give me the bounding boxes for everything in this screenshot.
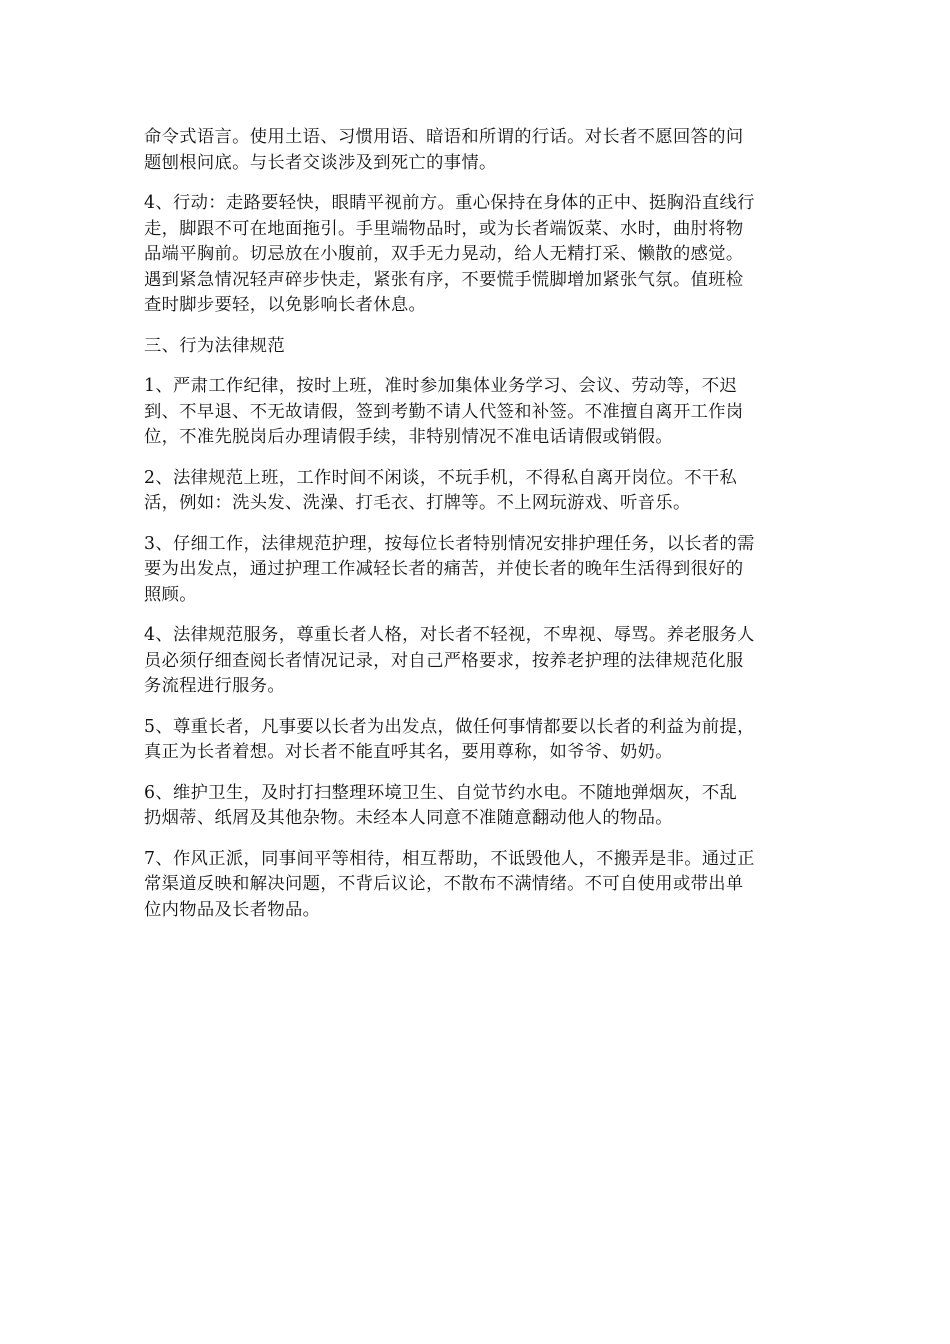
text-line: 位，不准先脱岗后办理请假手续，非特别情况不准电话请假或销假。 [144, 427, 673, 447]
text-line: 4、法律规范服务，尊重长者人格，对长者不轻视，不卑视、辱骂。养老服务人 [144, 625, 755, 645]
text-line: 常渠道反映和解决问题，不背后议论，不散布不满情绪。不可自使用或带出单 [144, 874, 744, 894]
text-line: 遇到紧急情况轻声碎步快走，紧张有序，不要慌手慌脚增加紧张气氛。值班检 [144, 269, 744, 290]
text-line: 扔烟蒂、纸屑及其他杂物。未经本人同意不准随意翻动他人的物品。 [144, 808, 673, 828]
text-line: 品端平胸前。切忌放在小腹前，双手无力晃动，给人无精打采、懒散的感觉。 [144, 244, 744, 264]
paragraph-item-5 [144, 715, 814, 766]
paragraph-item-action [144, 191, 814, 319]
paragraph-item-2 [144, 466, 814, 517]
text-line: 照顾。 [144, 584, 197, 605]
text-line: 查时脚步要轻，以免影响长者休息。 [144, 295, 427, 315]
text-line: 真正为长者着想。对长者不能直呼其名，要用尊称，如爷爷、奶奶。 [144, 742, 673, 762]
document-body [144, 125, 814, 938]
text-line: 务流程进行服务。 [144, 676, 286, 696]
heading-text: 三、行为法律规范 [144, 335, 286, 356]
paragraph-item-3 [144, 532, 814, 609]
text-line: 活，例如：洗头发、洗澡、打毛衣、打牌等。不上网玩游戏、听音乐。 [144, 493, 691, 513]
text-line: 6、维护卫生，及时打扫整理环境卫生、自觉节约水电。不随地弹烟灰，不乱 [144, 782, 738, 803]
paragraph-continuation [144, 125, 814, 176]
paragraph-item-7 [144, 847, 814, 924]
text-line: 要为出发点，通过护理工作减轻长者的痛苦，并使长者的晚年生活得到很好的 [144, 559, 744, 579]
text-line: 命令式语言。使用土语、习惯用语、暗语和所谓的行话。对长者不愿回答的问 [144, 127, 744, 147]
section-heading [144, 334, 814, 360]
paragraph-item-1 [144, 374, 814, 451]
paragraph-item-4 [144, 623, 814, 700]
text-line: 到、不早退、不无故请假，签到考勤不请人代签和补签。不准擅自离开工作岗 [144, 401, 744, 422]
text-line: 5、尊重长者，凡事要以长者为出发点，做任何事情都要以长者的利益为前提， [144, 716, 755, 737]
text-line: 7、作风正派，同事间平等相待，相互帮助，不诋毁他人，不搬弄是非。通过正 [144, 848, 755, 869]
text-line: 3、仔细工作，法律规范护理，按每位长者特别情况安排护理任务，以长者的需 [144, 533, 755, 554]
paragraph-item-6 [144, 781, 814, 832]
text-line: 位内物品及长者物品。 [144, 899, 321, 920]
text-line: 1、严肃工作纪律，按时上班，准时参加集体业务学习、会议、劳动等，不迟 [144, 376, 738, 396]
text-line: 题刨根问底。与长者交谈涉及到死亡的事情。 [144, 152, 497, 173]
text-line: 4、行动：走路要轻快，眼睛平视前方。重心保持在身体的正中、挺胸沿直线行 [144, 193, 755, 213]
text-line: 走，脚跟不可在地面拖引。手里端物品时，或为长者端饭菜、水时，曲肘将物 [144, 218, 744, 239]
text-line: 2、法律规范上班，工作时间不闲谈，不玩手机，不得私自离开岗位。不干私 [144, 467, 738, 488]
text-line: 员必须仔细查阅长者情况记录，对自己严格要求，按养老护理的法律规范化服 [144, 650, 744, 671]
